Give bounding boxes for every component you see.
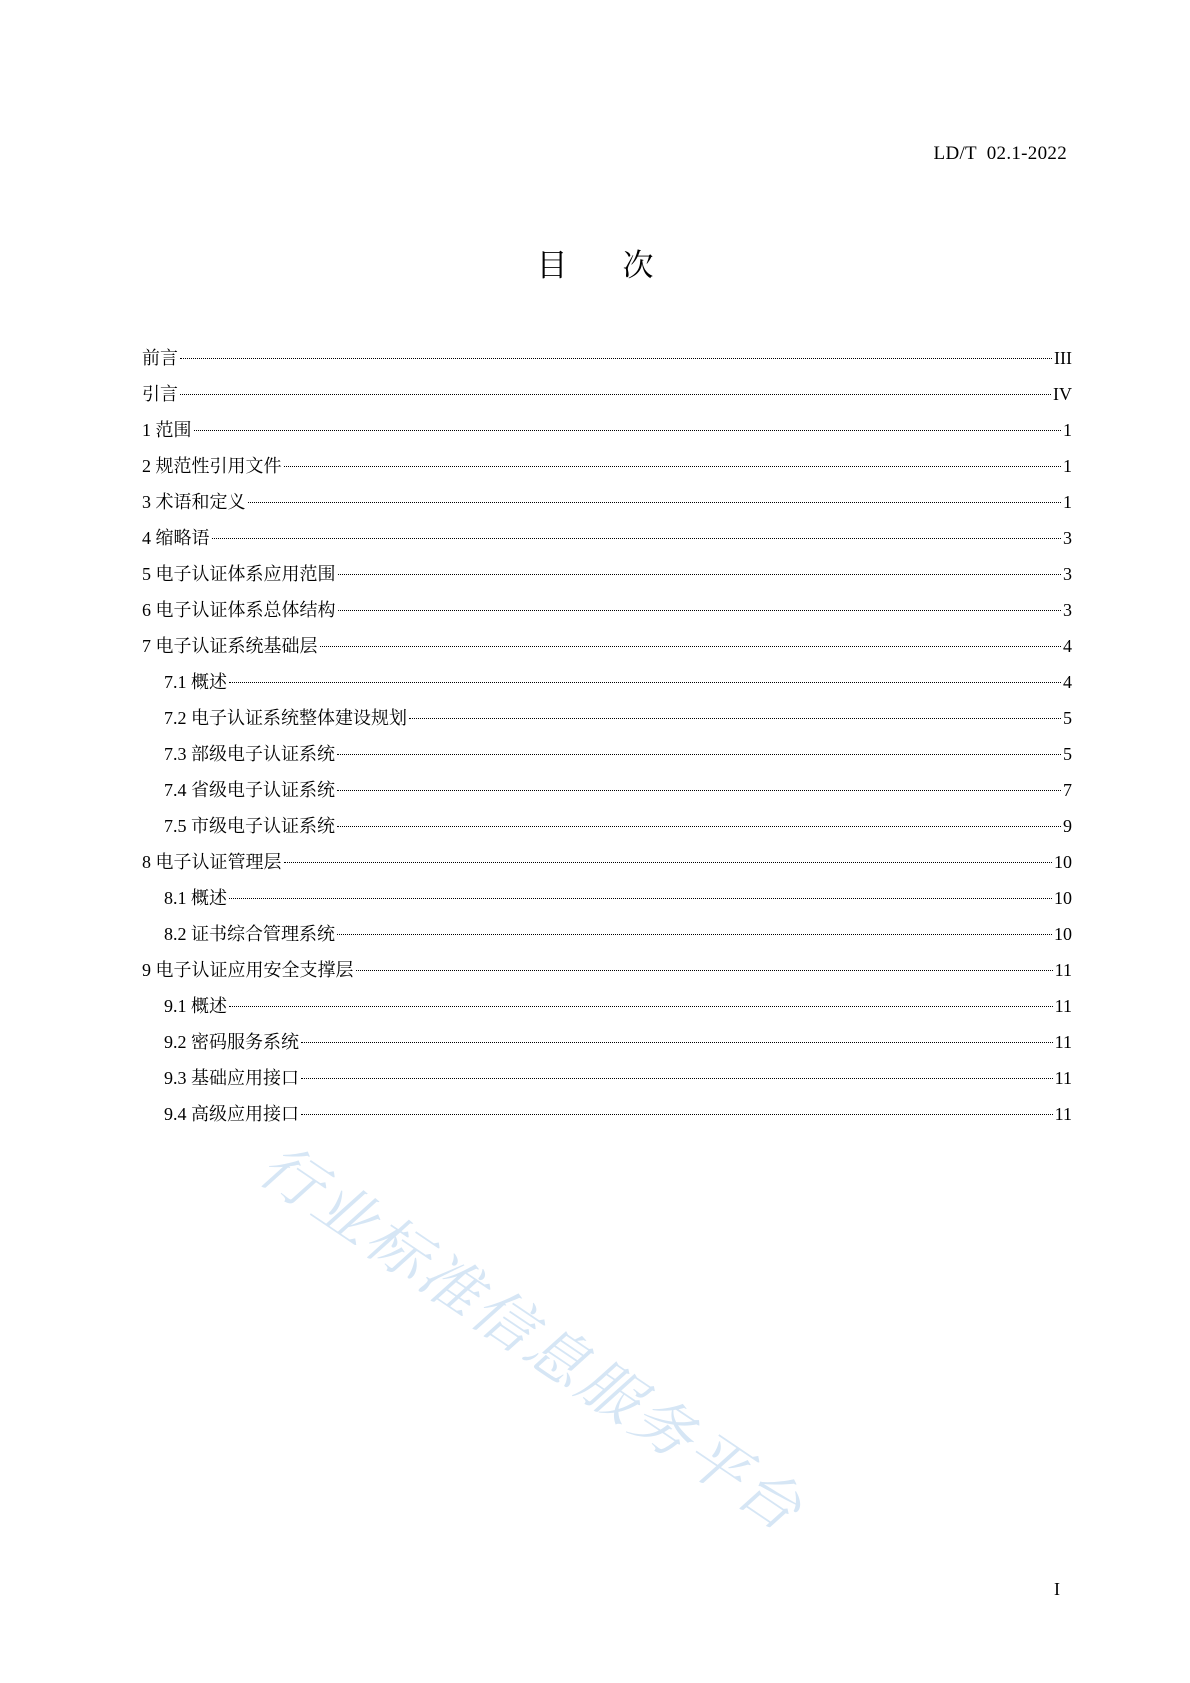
toc-entry-label: 7.1 概述	[164, 672, 227, 692]
toc-entry-page: 3	[1063, 528, 1072, 548]
toc-entry-label: 9.2 密码服务系统	[164, 1032, 299, 1052]
toc-leader-dots	[212, 538, 1062, 539]
toc-entry[interactable]	[142, 340, 1072, 376]
toc-entry-page: 5	[1063, 744, 1072, 764]
toc-leader-dots	[180, 358, 1052, 359]
toc-entry[interactable]	[142, 628, 1072, 664]
toc-leader-dots	[338, 610, 1062, 611]
toc-leader-dots	[337, 826, 1061, 827]
toc-entry-label: 3 术语和定义	[142, 492, 246, 512]
toc-entry-label: 7.3 部级电子认证系统	[164, 744, 335, 764]
toc-entry-page: 11	[1054, 1104, 1072, 1124]
toc-entry-page: 11	[1054, 1068, 1072, 1088]
toc-subentry[interactable]	[142, 700, 1072, 736]
toc-entry-label: 引言	[142, 384, 178, 404]
toc-entry-label: 7.2 电子认证系统整体建设规划	[164, 708, 407, 728]
toc-leader-dots	[337, 934, 1052, 935]
toc-entry-page: 1	[1063, 456, 1072, 476]
table-of-contents	[142, 340, 1072, 1132]
toc-subentry[interactable]	[142, 772, 1072, 808]
toc-leader-dots	[180, 394, 1051, 395]
toc-entry-page: 1	[1063, 420, 1072, 440]
toc-entry-page: 5	[1063, 708, 1072, 728]
toc-entry-label: 7 电子认证系统基础层	[142, 636, 318, 656]
toc-leader-dots	[248, 502, 1062, 503]
page-title: 目次	[536, 248, 709, 284]
toc-entry[interactable]	[142, 376, 1072, 412]
toc-entry-label: 9.3 基础应用接口	[164, 1068, 299, 1088]
toc-entry[interactable]	[142, 412, 1072, 448]
toc-entry-label: 9.4 高级应用接口	[164, 1104, 299, 1124]
toc-subentry[interactable]	[142, 1060, 1072, 1096]
toc-entry-label: 1 范围	[142, 420, 192, 440]
toc-subentry[interactable]	[142, 916, 1072, 952]
toc-entry-page: 3	[1063, 564, 1072, 584]
toc-subentry[interactable]	[142, 1024, 1072, 1060]
document-number: LD/T 02.1-2022	[933, 143, 1067, 164]
toc-leader-dots	[229, 1006, 1053, 1007]
toc-leader-dots	[337, 790, 1061, 791]
toc-subentry[interactable]	[142, 988, 1072, 1024]
toc-entry-page: IV	[1053, 384, 1072, 404]
toc-entry-page: 4	[1063, 672, 1072, 692]
toc-entry[interactable]	[142, 520, 1072, 556]
toc-entry-page: 11	[1054, 960, 1072, 980]
toc-entry-label: 8.1 概述	[164, 888, 227, 908]
toc-entry-page: III	[1054, 348, 1072, 368]
toc-entry[interactable]	[142, 592, 1072, 628]
toc-entry-label: 2 规范性引用文件	[142, 456, 282, 476]
toc-leader-dots	[356, 970, 1053, 971]
watermark-text: 行业标准信息服务平台	[246, 1130, 817, 1547]
toc-entry-label: 6 电子认证体系总体结构	[142, 600, 336, 620]
toc-entry-page: 3	[1063, 600, 1072, 620]
toc-leader-dots	[301, 1042, 1053, 1043]
toc-leader-dots	[337, 754, 1061, 755]
page-number: I	[1054, 1579, 1060, 1599]
toc-subentry[interactable]	[142, 808, 1072, 844]
toc-entry-page: 1	[1063, 492, 1072, 512]
toc-leader-dots	[229, 898, 1052, 899]
toc-leader-dots	[338, 574, 1062, 575]
toc-entry-page: 10	[1054, 924, 1072, 944]
toc-entry-label: 9.1 概述	[164, 996, 227, 1016]
toc-leader-dots	[194, 430, 1062, 431]
toc-subentry[interactable]	[142, 1096, 1072, 1132]
toc-entry-page: 11	[1054, 996, 1072, 1016]
toc-entry[interactable]	[142, 484, 1072, 520]
toc-entry[interactable]	[142, 556, 1072, 592]
toc-entry-label: 前言	[142, 348, 178, 368]
toc-subentry[interactable]	[142, 664, 1072, 700]
toc-entry-label: 4 缩略语	[142, 528, 210, 548]
toc-leader-dots	[409, 718, 1061, 719]
toc-leader-dots	[301, 1078, 1053, 1079]
toc-leader-dots	[284, 862, 1053, 863]
toc-entry-label: 9 电子认证应用安全支撑层	[142, 960, 354, 980]
toc-entry-page: 7	[1063, 780, 1072, 800]
toc-subentry[interactable]	[142, 880, 1072, 916]
toc-entry[interactable]	[142, 952, 1072, 988]
toc-entry-page: 10	[1054, 888, 1072, 908]
toc-leader-dots	[284, 466, 1062, 467]
toc-entry-page: 9	[1063, 816, 1072, 836]
toc-entry-label: 7.4 省级电子认证系统	[164, 780, 335, 800]
toc-entry-label: 8 电子认证管理层	[142, 852, 282, 872]
toc-entry-label: 8.2 证书综合管理系统	[164, 924, 335, 944]
toc-leader-dots	[320, 646, 1062, 647]
toc-entry-page: 4	[1063, 636, 1072, 656]
toc-entry-label: 5 电子认证体系应用范围	[142, 564, 336, 584]
toc-leader-dots	[229, 682, 1061, 683]
toc-entry-page: 11	[1054, 1032, 1072, 1052]
toc-entry-page: 10	[1054, 852, 1072, 872]
toc-entry[interactable]	[142, 448, 1072, 484]
toc-leader-dots	[301, 1114, 1053, 1115]
toc-subentry[interactable]	[142, 736, 1072, 772]
toc-entry-label: 7.5 市级电子认证系统	[164, 816, 335, 836]
toc-entry[interactable]	[142, 844, 1072, 880]
